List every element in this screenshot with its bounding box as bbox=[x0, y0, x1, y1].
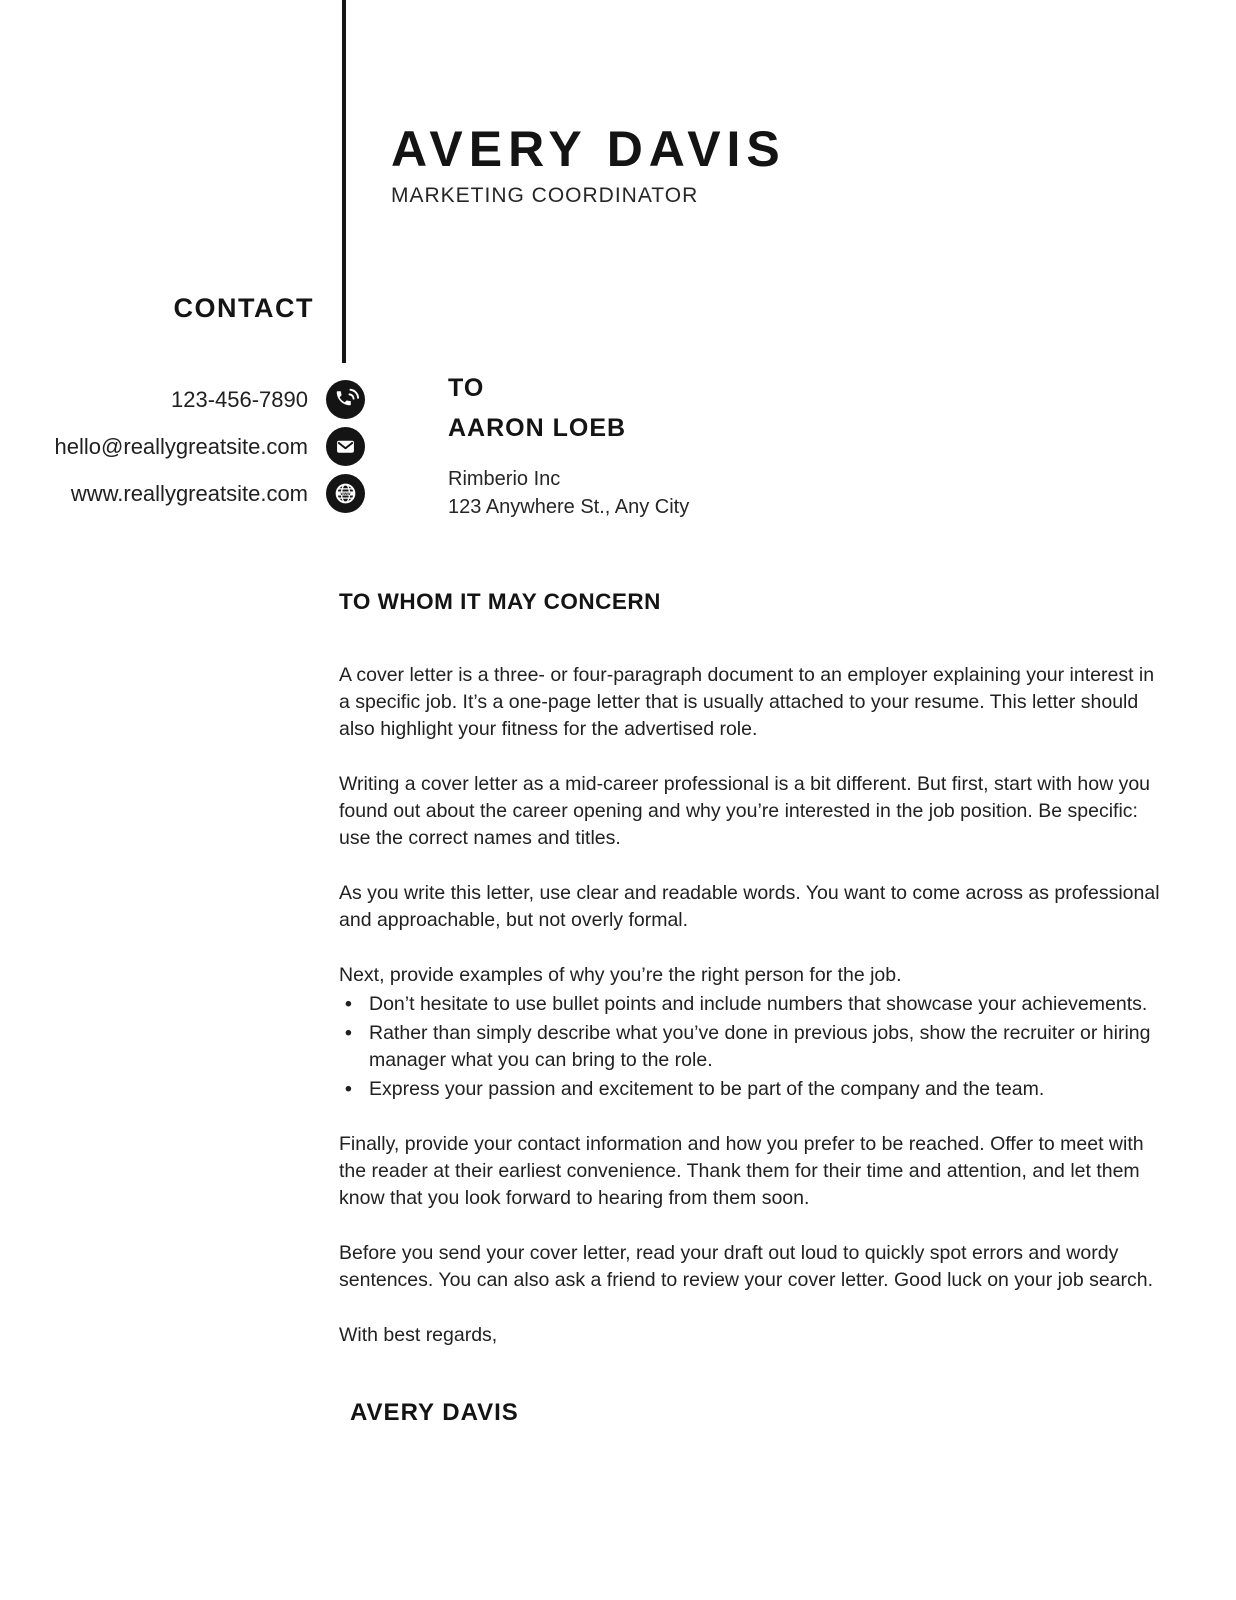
contact-row-phone bbox=[0, 380, 365, 419]
sender-job-title: MARKETING COORDINATOR bbox=[391, 184, 699, 207]
salutation: TO WHOM IT MAY CONCERN bbox=[339, 589, 661, 614]
contact-heading: CONTACT bbox=[173, 293, 314, 323]
recipient-name: AARON LOEB bbox=[448, 414, 627, 442]
sender-name: AVERY DAVIS bbox=[391, 121, 786, 177]
phone-number: 123-456-7890 bbox=[170, 386, 308, 412]
globe-icon bbox=[326, 474, 365, 513]
contact-row-email bbox=[0, 427, 365, 466]
recipient-address bbox=[448, 465, 689, 521]
bullet-item-1: • Don’t hesitate to use bullet points and include numbers that showcase your achievements. bbox=[345, 991, 1163, 1018]
bullet-item-2: • Rather than simply describe what you’ve done in previous jobs, show the recruiter or hiring manager what you can bring to the role. bbox=[345, 1020, 1163, 1074]
recipient-street: 123 Anywhere St., Any City bbox=[448, 496, 690, 518]
email-icon bbox=[326, 427, 365, 466]
phone-icon bbox=[326, 380, 365, 419]
paragraph-3: As you write this letter, use clear and readable words. You want to come across as professional and approachable, but not overly formal. bbox=[339, 882, 1160, 931]
paragraph-4: Finally, provide your contact information and how you prefer to be reached. Offer to meet with the reader at their earliest convenience. Thank them for their time and attention, and let them know that you look forward to hearing from them soon. bbox=[339, 1133, 1144, 1209]
paragraph-2: Writing a cover letter as a mid-career professional is a bit different. But first, start with how you found out about the career opening and why you’re interested in the job position. Be specific: use the correct names and titles. bbox=[339, 773, 1151, 849]
bullet-list bbox=[339, 991, 1163, 1103]
signoff: With best regards, bbox=[339, 1324, 498, 1346]
email-address: hello@reallygreatsite.com bbox=[54, 433, 308, 459]
recipient-company: Rimberio Inc bbox=[448, 468, 561, 490]
bullet-item-3: • Express your passion and excitement to be part of the company and the team. bbox=[345, 1076, 1163, 1103]
website-url: www.reallygreatsite.com bbox=[70, 480, 308, 506]
bullets-intro: Next, provide examples of why you’re the right person for the job. bbox=[339, 964, 902, 986]
paragraph-1: A cover letter is a three- or four-paragraph document to an employer explaining your interest in a specific job. It’s a one-page letter that is usually attached to your resume. This letter should also highlight your fitness for the advertised role. bbox=[339, 664, 1155, 740]
paragraph-5: Before you send your cover letter, read your draft out loud to quickly spot errors and wordy sentences. You can also ask a friend to review your cover letter. Good luck on your job search. bbox=[339, 1242, 1154, 1291]
letter-header bbox=[391, 120, 786, 208]
signature-name: AVERY DAVIS bbox=[350, 1399, 519, 1426]
divider-line bbox=[342, 0, 346, 363]
svg-text:www: www bbox=[340, 490, 351, 496]
contact-row-website bbox=[0, 474, 365, 513]
recipient-block bbox=[448, 373, 689, 521]
letter-body bbox=[339, 588, 1163, 1427]
to-label: TO bbox=[448, 374, 485, 402]
contact-list bbox=[0, 380, 365, 513]
